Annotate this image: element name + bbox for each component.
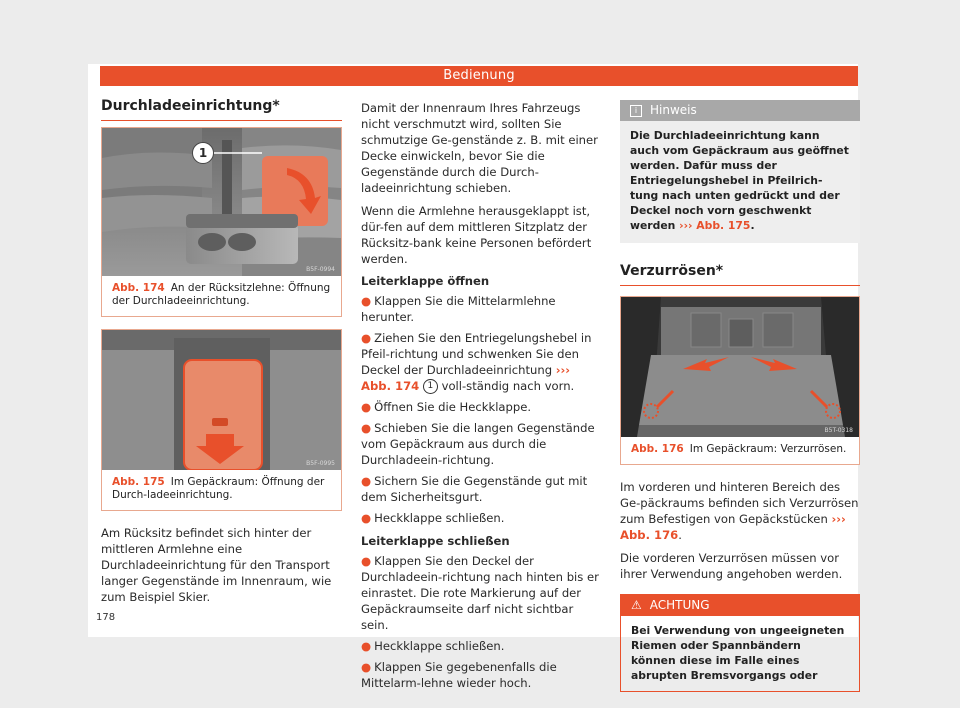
figure-ref-link[interactable]: ››› Abb. 175 xyxy=(679,219,751,232)
trunk-passthrough-image xyxy=(102,330,341,470)
bullet-dot-icon: ● xyxy=(361,660,372,674)
image-code: B5T-0318 xyxy=(824,427,853,434)
bullet-dot-icon: ● xyxy=(361,511,372,525)
warning-header: ⚠ ACHTUNG xyxy=(621,595,859,616)
cargo-area-illustration xyxy=(621,297,859,437)
section-heading-verzurr: Verzurrösen* xyxy=(620,263,860,286)
bullet-dot-icon: ● xyxy=(361,331,372,345)
subheading-close: Leiterklappe schließen xyxy=(361,534,510,548)
section-header-bar: Bedienung xyxy=(100,66,858,86)
list-item: ● Ziehen Sie den Entriegelungshebel in Pfeil-richtung und schwenken Sie den Deckel der Durchladeeinrichtung ››› Abb. 174 1 voll-ständig nach vorn. xyxy=(361,331,592,393)
bullet-dot-icon: ● xyxy=(361,554,372,568)
bullet-dot-icon: ● xyxy=(361,400,372,414)
warning-triangle-icon: ⚠ xyxy=(631,598,642,612)
trunk-passthrough-illustration xyxy=(102,330,341,470)
warning-box xyxy=(620,594,860,692)
figure-label: Abb. 176 xyxy=(631,443,684,455)
column-middle xyxy=(361,100,601,696)
paragraph-eyelets: Im vorderen und hinteren Bereich des Ge-päckraums befinden sich Verzurrösen zum Befestigen von Gepäckstücken ››› Abb. 176. xyxy=(620,480,859,542)
list-item: ● Sichern Sie die Gegenstände gut mit dem Sicherheitsgurt. xyxy=(361,474,588,504)
caption-text: An der Rücksitzlehne: Öffnung der Durchladeeinrichtung. xyxy=(112,282,331,307)
list-item: ● Öffnen Sie die Heckklappe. xyxy=(361,400,532,414)
subheading-open: Leiterklappe öffnen xyxy=(361,274,490,288)
list-item: ● Klappen Sie die Mittelarmlehne herunter. xyxy=(361,294,556,324)
bullet-dot-icon: ● xyxy=(361,294,372,308)
caption-175 xyxy=(102,470,341,510)
bullet-dot-icon: ● xyxy=(361,474,372,488)
bullet-dot-icon: ● xyxy=(361,421,372,435)
section-heading-durchlade: Durchladeeinrichtung* xyxy=(101,98,342,121)
column-right xyxy=(620,100,860,692)
figure-label: Abb. 175 xyxy=(112,476,165,488)
figure-174 xyxy=(101,127,342,317)
callout-1: 1 xyxy=(192,142,214,164)
image-code: B5F-0994 xyxy=(306,266,335,273)
figure-176 xyxy=(620,296,860,465)
cargo-area-image xyxy=(621,297,859,437)
caption-174 xyxy=(102,276,341,316)
figure-175 xyxy=(101,329,342,511)
figure-ref-link[interactable]: ››› Abb. 174 xyxy=(361,363,571,393)
caption-text: Im Gepäckraum: Verzurrösen. xyxy=(689,443,847,455)
caption-176 xyxy=(621,437,859,464)
rear-seat-illustration xyxy=(102,128,341,276)
paragraph-armrest: Wenn die Armlehne herausgeklappt ist, dür-fen auf dem mittleren Sitzplatz der Rücksitz-bank keine Personen befördert werden. xyxy=(361,204,592,266)
image-code: B5F-0995 xyxy=(306,460,335,467)
list-item: ● Heckklappe schließen. xyxy=(361,639,505,653)
list-item: ● Schieben Sie die langen Gegenstände vom Gepäckraum aus durch die Durchladeein-richtung. xyxy=(361,421,595,467)
caption-text: Im Gepäckraum: Öffnung der Durch-ladeeinrichtung. xyxy=(112,476,325,501)
warning-body: Bei Verwendung von ungeeigneten Riemen oder Spannbändern können diese im Falle eines abrupten Bremsvorgangs oder xyxy=(631,624,845,682)
note-header: i Hinweis xyxy=(620,100,860,121)
info-icon: i xyxy=(630,105,642,117)
bullet-dot-icon: ● xyxy=(361,639,372,653)
page-number: 178 xyxy=(96,612,116,623)
figure-label: Abb. 174 xyxy=(112,282,165,294)
rear-seat-image xyxy=(102,128,341,276)
intro-paragraph: Am Rücksitz befindet sich hinter der mittleren Armlehne eine Durchladeeinrichtung für den Transport langer Gegenstände im Innenraum, wie zum Beispiel Skier. xyxy=(101,526,332,604)
figure-ref-link[interactable]: ››› Abb. 176 xyxy=(620,512,846,542)
note-box xyxy=(620,100,860,243)
callout-ref-1: 1 xyxy=(423,379,438,394)
paragraph-dirt: Damit der Innenraum Ihres Fahrzeugs nicht verschmutzt wird, sollten Sie schmutzige Ge-genstände z. B. mit einer Decke einwickeln, bevor Sie die Gegenstände durch die Durch-ladeeinrichtung schieben. xyxy=(361,101,598,195)
list-item: ● Heckklappe schließen. xyxy=(361,511,505,525)
paragraph-front-eyelets: Die vorderen Verzurrösen müssen vor ihrer Verwendung angehoben werden. xyxy=(620,551,843,581)
note-body: Die Durchladeeinrichtung kann auch vom Gepäckraum aus geöffnet werden. Dafür muss der Entriegelungshebel in Pfeilrich-tung nach unten gedrückt und der Deckel noch vorn geschwenkt werden ››› Abb. 175. xyxy=(630,129,849,232)
list-item: ● Klappen Sie den Deckel der Durchladeein-richtung nach hinten bis er einrastet. Die rote Markierung auf der Gepäckraumseite darf nicht sichtbar sein. xyxy=(361,554,599,632)
column-left xyxy=(101,98,342,612)
list-item: ● Klappen Sie gegebenenfalls die Mittelarm-lehne wieder hoch. xyxy=(361,660,557,690)
